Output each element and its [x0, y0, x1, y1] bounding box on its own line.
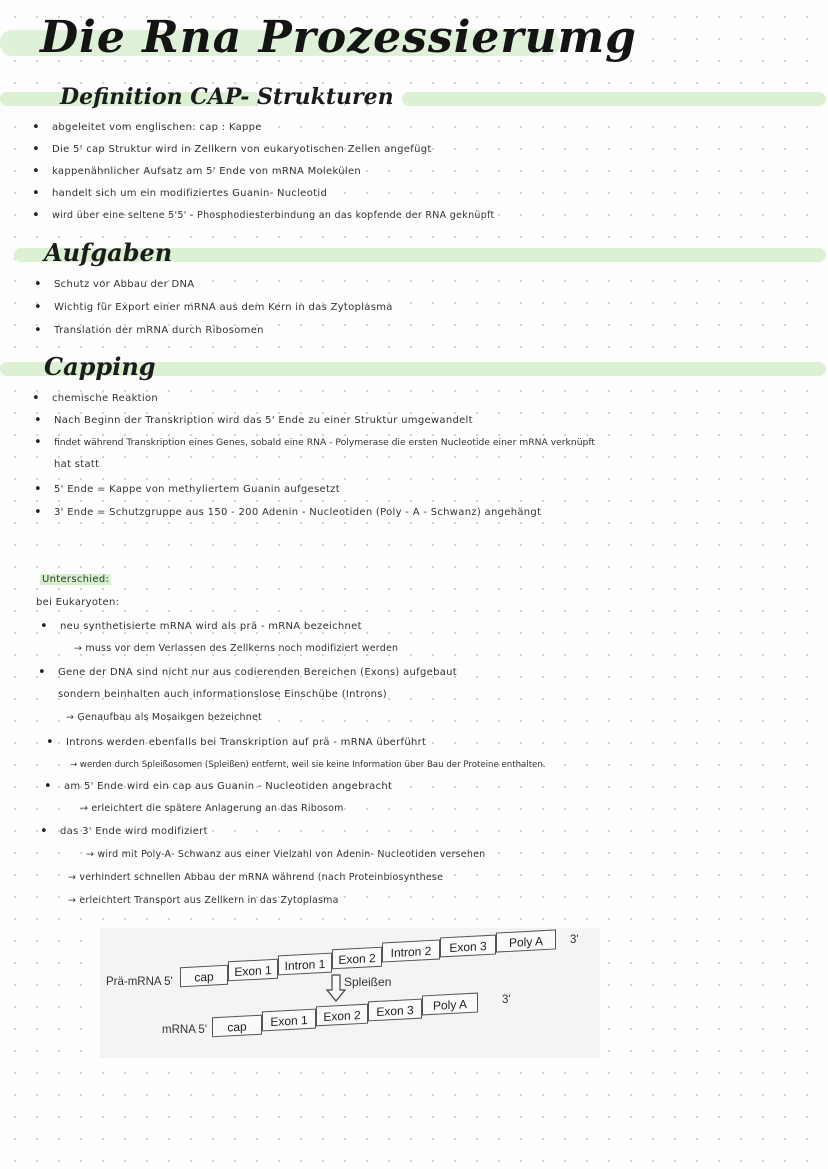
arrow-note: → erleichtert Transport aus Zellkern in das Zytoplasma	[68, 895, 339, 906]
list-item: • Gene der DNA sind nicht nur aus codierenden Bereichen (Exons) aufgebaut	[58, 666, 457, 680]
list-item: • Introns werden ebenfalls bei Transkription auf prä - mRNA überführt	[66, 736, 426, 750]
pre-mrna-3prime: 3'	[570, 934, 579, 946]
list-item: • neu synthetisierte mRNA wird als prä - mRNA bezeichnet	[60, 620, 362, 634]
mrna-segment-exon3: Exon 3	[368, 999, 422, 1022]
arrow-note: → muss vor dem Verlassen des Zellkerns noch modifiziert werden	[74, 643, 399, 654]
arrow-note: → werden durch Spleißosomen (Spleißen) entfernt, weil sie keine Information über Bau der Proteine enthalten.	[70, 760, 546, 770]
list-item-continuation: hat statt	[54, 459, 100, 470]
label-unterschied-text: Unterschied:	[42, 574, 110, 585]
list-item: • chemische Reaktion	[52, 392, 158, 406]
arrow-note: → Genaufbau als Mosaikgen bezeichnet	[66, 712, 262, 723]
list-item: • Translation der mRNA durch Ribosomen	[54, 324, 264, 338]
pre-segment-cap: cap	[180, 965, 228, 988]
pre-segment-intron1: Intron 1	[278, 953, 332, 976]
list-item: • Die 5' cap Struktur wird in Zellkern von eukaryotischen Zellen angefügt	[52, 143, 432, 157]
pre-segment-exon3: Exon 3	[440, 935, 496, 958]
list-item: • wird über eine seltene 5'5' - Phosphodiesterbindung an das kopfende der RNA geknüpft	[52, 209, 495, 223]
list-item: • 3' Ende = Schutzgruppe aus 150 - 200 Adenin - Nucleotiden (Poly - A - Schwanz) angehängt	[54, 506, 541, 520]
mrna-segment-cap: cap	[212, 1015, 262, 1038]
arrow-note: → erleichtert die spätere Anlagerung an das Ribosom	[80, 803, 344, 814]
mrna-3prime: 3'	[502, 994, 511, 1006]
section-heading-definition: Definition CAP- Strukturen	[60, 84, 394, 110]
list-item: • Schutz vor Abbau der DNA	[54, 278, 194, 292]
subtitle-eukaryoten: bei Eukaryoten:	[36, 597, 120, 608]
pre-segment-polya: Poly A	[496, 929, 556, 952]
section-heading-capping: Capping	[44, 352, 156, 381]
heading-highlight-right	[402, 92, 826, 106]
splice-arrow-icon	[326, 974, 346, 1002]
list-item: • abgeleitet vom englischen: cap : Kappe	[52, 121, 262, 135]
list-item: • findet während Transkription eines Genes, sobald eine RNA - Polymerase die ersten Nucleotide einer mRNA verknüpft	[54, 436, 595, 450]
splicing-diagram	[100, 928, 600, 1058]
section-heading-aufgaben: Aufgaben	[44, 238, 173, 267]
list-item-continuation: sondern beinhalten auch informationslose Einschübe (Introns)	[58, 689, 387, 700]
mrna-segment-polya: Poly A	[422, 993, 478, 1016]
arrow-note: → verhindert schnellen Abbau der mRNA während (nach Proteinbiosynthese	[68, 872, 444, 883]
list-item: • kappenähnlicher Aufsatz am 5' Ende von mRNA Molekülen	[52, 165, 361, 179]
pre-mrna-label: Prä-mRNA 5'	[106, 976, 173, 988]
pre-segment-intron2: Intron 2	[382, 939, 440, 962]
list-item: • das 3' Ende wird modifiziert	[60, 825, 208, 839]
list-item: • Nach Beginn der Transkription wird das 5' Ende zu einer Struktur umgewandelt	[54, 414, 473, 428]
mrna-segment-exon1: Exon 1	[262, 1009, 316, 1032]
page-title: Die Rna Prozessierumg	[40, 12, 637, 63]
mrna-label: mRNA 5'	[162, 1024, 208, 1036]
splice-label: Spleißen	[344, 975, 392, 989]
list-item: • Wichtig für Export einer mRNA aus dem Kern in das Zytoplasma	[54, 301, 393, 315]
list-item: • handelt sich um ein modifiziertes Guanin- Nucleotid	[52, 187, 327, 201]
list-item: • am 5' Ende wird ein cap aus Guanin - Nucleotiden angebracht	[64, 780, 392, 794]
label-unterschied	[40, 573, 111, 587]
arrow-note: → wird mit Poly-A- Schwanz aus einer Vielzahl von Adenin- Nucleotiden versehen	[86, 849, 486, 860]
mrna-segment-exon2: Exon 2	[316, 1004, 368, 1027]
pre-segment-exon2: Exon 2	[332, 947, 382, 970]
list-item: • 5' Ende = Kappe von methyliertem Guanin aufgesetzt	[54, 483, 340, 497]
pre-segment-exon1: Exon 1	[228, 959, 278, 982]
